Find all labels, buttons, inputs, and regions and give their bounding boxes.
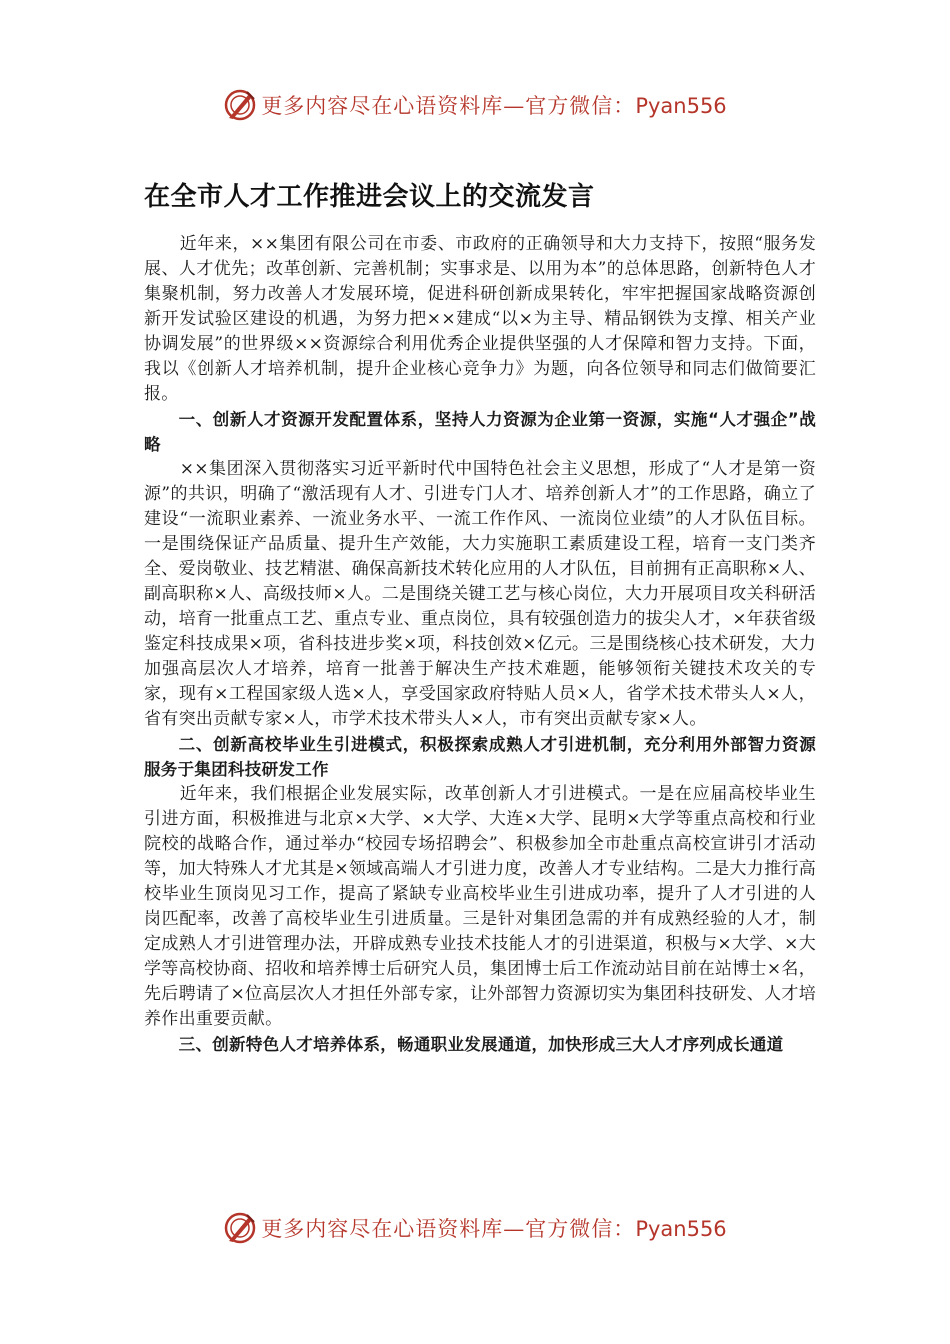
quill-seal-icon [223,1211,257,1245]
body-paragraph: 近年来，××集团有限公司在市委、市政府的正确领导和大力支持下，按照“服务发展、人才优先；改革创新、完善机制；实事求是、以用为本”的总体思路，创新特色人才集聚机制，努力改善人才发展环境，促进科研创新成果转化，牢牢把握国家战略资源创新开发试验区建设的机遇，为努力把××建成“以×为主导、精品钢铁为支撑、相关产业协调发展”的世界级××资源综合利用优秀企业提供坚强的人才保障和智力支持。下面，我以《创新人才培养机制，提升企业核心竞争力》为题，向各位领导和同志们做简要汇报。 [144,234,816,404]
watermark-id: Pyan556 [635,1217,727,1241]
body-paragraph: 近年来，我们根据企业发展实际，改革创新人才引进模式。一是在应届高校毕业生引进方面，积极推进与北京×大学、×大学、大连×大学、昆明×大学等重点高校和行业院校的战略合作，通过举办“校园专场招聘会”、积极参加全市赴重点高校宣讲引才活动等，加大特殊人才尤其是×领域高端人才引进力度，改善人才专业结构。二是大力推行高校毕业生顶岗见习工作，提高了紧缺专业高校毕业生引进成功率，提升了人才引进的人岗匹配率，改善了高校毕业生引进质量。三是针对集团急需的并有成熟经验的人才，制定成熟人才引进管理办法，开辟成熟专业技术技能人才的引进渠道，积极与×大学、×大学等高校协商、招收和培养博士后研究人员，集团博士后工作流动站目前在站博士×名，先后聘请了×位高层次人才担任外部专家，让外部智力资源切实为集团科技研发、人才培养作出重要贡献。 [144,784,816,1029]
document-title: 在全市人才工作推进会议上的交流发言 [144,182,595,212]
section-heading: 二、创新高校毕业生引进模式，积极探索成熟人才引进机制，充分利用外部智力资源服务于集团科技研发工作 [144,735,816,779]
section-heading: 三、创新特色人才培养体系，畅通职业发展通道，加快形成三大人才序列成长通道 [178,1035,784,1054]
watermark-text: 更多内容尽在心语资料库—官方微信：Pyan556 [261,94,727,118]
watermark-id: Pyan556 [635,94,727,118]
watermark-text: 更多内容尽在心语资料库—官方微信：Pyan556 [261,1217,727,1241]
quill-seal-icon [223,88,257,122]
document-body [144,232,816,1057]
section-heading: 一、创新人才资源开发配置体系，坚持人力资源为企业第一资源，实施“人才强企”战略 [144,410,816,454]
watermark-header [0,85,950,125]
body-paragraph: ××集团深入贯彻落实习近平新时代中国特色社会主义思想，形成了“人才是第一资源”的共识，明确了“激活现有人才、引进专门人才、培养创新人才”的工作思路，确立了建设“一流职业素养、一流业务水平、一流工作作风、一流岗位业绩”的人才队伍目标。一是围绕保证产品质量、提升生产效能，大力实施职工素质建设工程，培育一支门类齐全、爱岗敬业、技艺精湛、确保高新技术转化应用的人才队伍，目前拥有正高职称×人、副高职称×人、高级技师×人。二是围绕关键工艺与核心岗位，大力开展项目攻关科研活动，培育一批重点工艺、重点专业、重点岗位，具有较强创造力的拔尖人才，×年获省级鉴定科技成果×项，省科技进步奖×项，科技创效×亿元。三是围绕核心技术研发，大力加强高层次人才培养，培育一批善于解决生产技术难题，能够领衔关键技术攻关的专家，现有×工程国家级人选×人，享受国家政府特贴人员×人，省学术技术带头人×人，省有突出贡献专家×人，市学术技术带头人×人，市有突出贡献专家×人。 [144,459,816,729]
watermark-footer [0,1208,950,1248]
